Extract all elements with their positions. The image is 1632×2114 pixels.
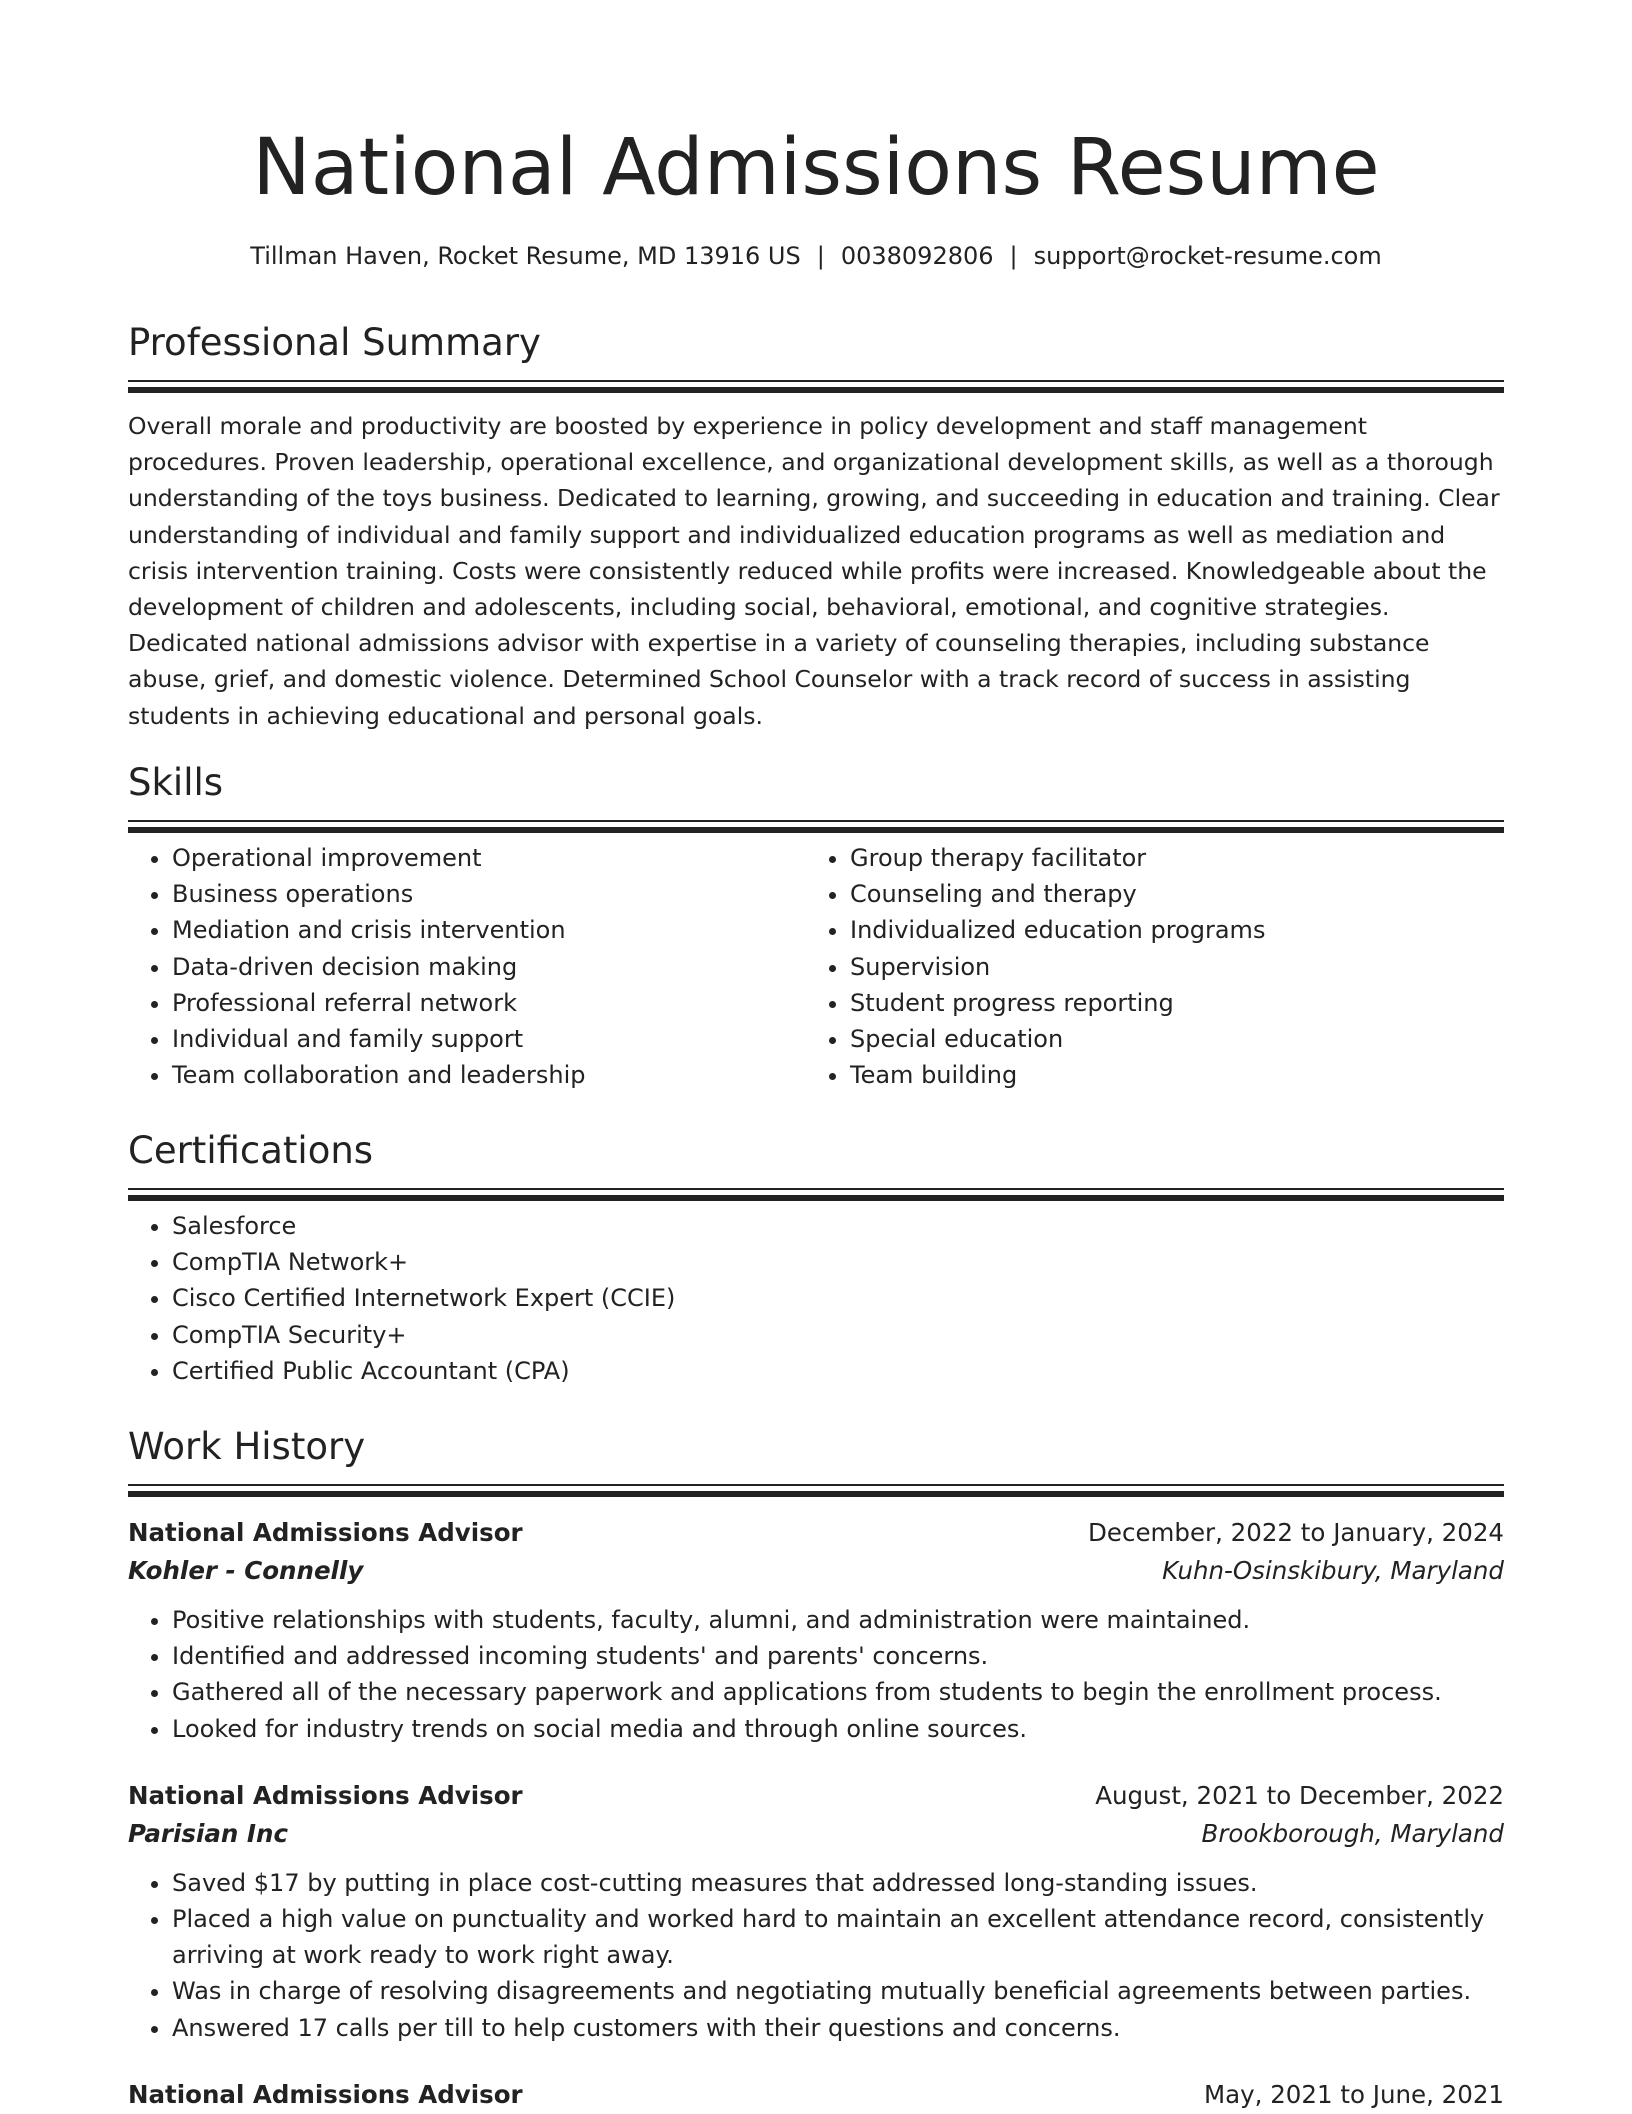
skill-item: • Mediation and crisis intervention (172, 912, 806, 948)
skills-list-right (806, 840, 1484, 1093)
job-entry (128, 1777, 1504, 2046)
certifications-list (128, 1208, 1504, 1389)
skills-list-left (128, 840, 806, 1093)
job-bullets (128, 1602, 1504, 1747)
job-header-row (128, 1514, 1504, 1552)
job-header-row (128, 2076, 1504, 2114)
skill-item: • Student progress reporting (850, 985, 1484, 1021)
job-bullet: • Placed a high value on punctuality and worked hard to maintain an excellent attendance record, consistently arriving at work ready to work right away. (172, 1901, 1504, 1973)
job-dates: August, 2021 to December, 2022 (1095, 1780, 1504, 1810)
skill-item: • Data-driven decision making (172, 949, 806, 985)
job-bullet: • Saved $17 by putting in place cost-cutting measures that addressed long-standing issues. (172, 1865, 1504, 1901)
summary-section (128, 318, 1504, 734)
job-bullet: • Looked for industry trends on social media and through online sources. (172, 1711, 1504, 1747)
job-bullets (128, 1865, 1504, 2046)
skill-item: • Team building (850, 1057, 1484, 1093)
job-company-row (128, 1552, 1504, 1590)
work-history-heading: Work History (128, 1425, 366, 1468)
job-location: Kuhn-Osinskibury, Maryland (1162, 1556, 1504, 1585)
skill-item: • Operational improvement (172, 840, 806, 876)
skill-item: • Individualized education programs (850, 912, 1484, 948)
certification-item: • CompTIA Network+ (172, 1244, 1504, 1280)
job-bullet: • Identified and addressed incoming students' and parents' concerns. (172, 1638, 1504, 1674)
job-bullet: • Answered 17 calls per till to help customers with their questions and concerns. (172, 2010, 1504, 2046)
skill-item: • Counseling and therapy (850, 876, 1484, 912)
certifications-section (128, 1126, 1504, 1389)
job-entry (128, 2076, 1504, 2114)
job-company: Parisian Inc (128, 1818, 288, 1848)
job-title: National Admissions Advisor (128, 1780, 523, 1810)
work-history-section (128, 1422, 1504, 2114)
certification-item: • Certified Public Accountant (CPA) (172, 1353, 1504, 1389)
contact-separator: | (816, 242, 825, 270)
contact-phone: 0038092806 (840, 242, 994, 270)
resume-title: National Admissions Resume (252, 123, 1380, 213)
job-entry (128, 1514, 1504, 1747)
summary-heading: Professional Summary (128, 321, 541, 364)
skills-columns (128, 840, 1504, 1093)
skills-section (128, 758, 1504, 1093)
job-company: Kohler - Connelly (128, 1556, 364, 1585)
job-bullet: • Was in charge of resolving disagreements and negotiating mutually beneficial agreements between parties. (172, 1973, 1504, 2009)
section-divider (128, 1188, 1504, 1200)
contact-address: Tillman Haven, Rocket Resume, MD 13916 US (250, 242, 801, 270)
certification-item: • Salesforce (172, 1208, 1504, 1244)
contact-email[interactable]: support@rocket-resume.com (1033, 242, 1382, 270)
job-bullet: • Positive relationships with students, faculty, alumni, and administration were maintained. (172, 1602, 1504, 1638)
job-title: National Admissions Advisor (128, 1518, 523, 1547)
skill-item: • Group therapy facilitator (850, 840, 1484, 876)
skill-item: • Special education (850, 1021, 1484, 1057)
section-divider (128, 820, 1504, 832)
certification-item: • Cisco Certified Internetwork Expert (CCIE) (172, 1280, 1504, 1316)
contact-separator: | (1009, 242, 1018, 270)
skill-item: • Professional referral network (172, 985, 806, 1021)
job-company-row (128, 1815, 1504, 1853)
job-dates: May, 2021 to June, 2021 (1203, 2079, 1504, 2109)
section-divider (128, 1484, 1504, 1496)
skill-item: • Supervision (850, 949, 1484, 985)
summary-text: Overall morale and productivity are boosted by experience in policy development and staff management procedures. Proven leadership, operational excellence, and organizational development skills, as well as a thorough understanding of the toys business. Dedicated to learning, growing, and succeeding in education and training. Clear understanding of individual and family support and individualized education programs as well as mediation and crisis intervention training. Costs were consistently reduced while profits were increased. Knowledgeable about the development of children and adolescents, including social, behavioral, emotional, and cognitive strategies. Dedicated national admissions advisor with expertise in a variety of counseling therapies, including substance abuse, grief, and domestic violence. Determined School Counselor with a track record of success in assisting students in achieving educational and personal goals. (128, 412, 1500, 730)
skill-item: • Team collaboration and leadership (172, 1057, 806, 1093)
certification-item: • CompTIA Security+ (172, 1317, 1504, 1353)
contact-line (128, 238, 1504, 274)
job-title: National Admissions Advisor (128, 2079, 523, 2109)
certifications-heading: Certifications (128, 1129, 374, 1172)
job-bullet: • Gathered all of the necessary paperwork and applications from students to begin the enrollment process. (172, 1674, 1504, 1710)
section-divider (128, 380, 1504, 392)
job-header-row (128, 1777, 1504, 1815)
skills-heading: Skills (128, 761, 224, 804)
skill-item: • Business operations (172, 876, 806, 912)
skill-item: • Individual and family support (172, 1021, 806, 1057)
job-location: Brookborough, Maryland (1201, 1818, 1504, 1848)
job-dates: December, 2022 to January, 2024 (1088, 1518, 1504, 1547)
